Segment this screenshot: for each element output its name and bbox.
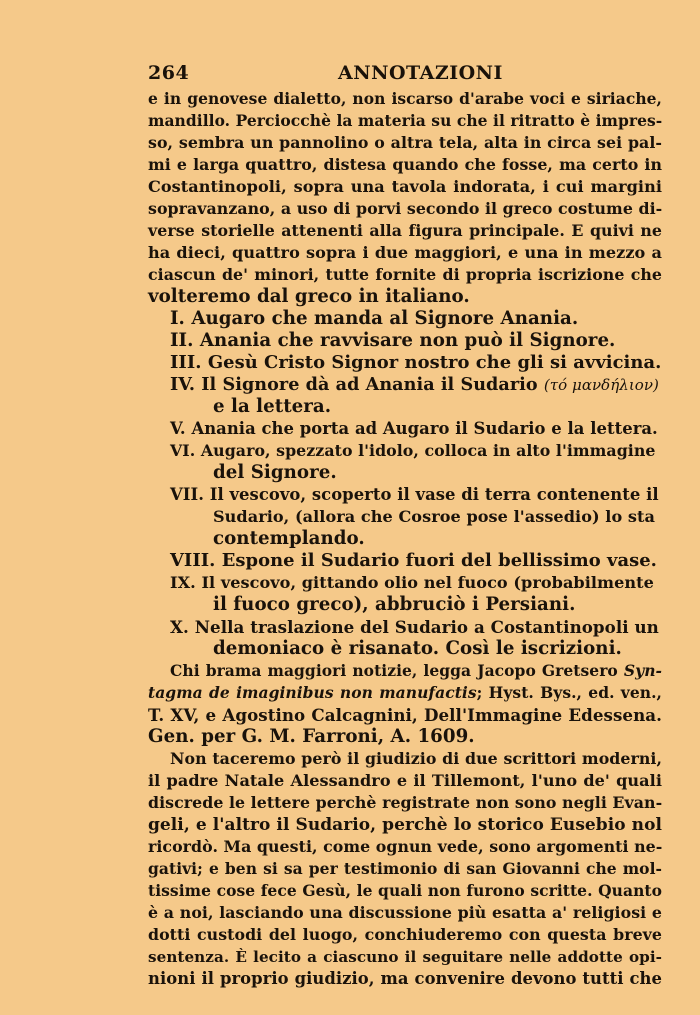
text-line: verse storielle attenenti alla figura principale. E quivi ne [148,221,662,240]
list-item [170,308,578,330]
list-numeral: VII. [170,485,204,504]
citation-text: ; Hyst. Bys., ed. ven., [476,683,662,702]
text-line: ha dieci, quattro sopra i due maggiori, e una in mezzo a [148,243,662,262]
list-text: Espone il Sudario fuori del bellissimo vase. [221,550,657,571]
list-item-continuation: demoniaco è risanato. Così le iscrizioni. [213,638,622,659]
list-item-continuation: e la lettera. [213,396,332,417]
text-line: Costantinopoli, sopra una tavola indorata, i cui margini [148,177,662,196]
text-line: sopravanzano, a uso di porvi secondo il greco costume di- [148,199,663,218]
list-item [170,616,659,638]
list-numeral: X. [170,617,189,637]
text-line: mi e larga quattro, distesa quando che fosse, ma certo in [148,155,662,174]
list-item [170,330,615,352]
text-line: Gen. per G. M. Farroni, A. 1609. [148,726,475,747]
list-item [170,418,658,440]
list-item-continuation: il fuoco greco), abbruciò i Persiani. [213,594,576,615]
list-item [170,550,657,572]
citation-italic: Syn- [623,661,662,680]
text-line: nioni il proprio giudizio, ma convenire devono tutti che [148,969,662,988]
text-line: geli, e l'altro il Sudario, perchè lo storico Eusebio nol [148,815,662,835]
text-line: sentenza. È lecito a ciascuno il seguitare nelle addotte opi- [148,948,662,966]
text-line: e in genovese dialetto, non iscarso d'arabe voci e siriache, [148,89,662,108]
text-line: volteremo dal greco in italiano. [148,286,470,307]
list-text: Il vescovo, scoperto il vase di terra contenente il [209,485,659,504]
list-text: Augaro, spezzato l'idolo, colloca in alto l'immagine [200,441,656,460]
text-line: il padre Natale Alessandro e il Tillemont, l'uno de' quali [148,771,662,790]
text-line: gativi; e ben si sa per testimonio di san Giovanni che mol- [148,859,662,878]
list-text: Nella traslazione del Sudario a Costantinopoli un [194,617,659,637]
text-line: mandillo. Perciocchè la materia su che il ritratto è impres- [148,111,663,130]
list-numeral: VI. [170,441,196,460]
list-numeral: IV. [170,374,196,395]
list-text: Il Signore dà ad Anania il Sudario [201,374,538,395]
list-text: Gesù Cristo Signor nostro che gli si avvicina. [207,352,662,373]
list-text: Anania che ravvisare non può il Signore. [199,330,616,351]
list-text: Anania che porta ad Augaro il Sudario e la lettera. [191,419,658,438]
text-line [170,660,662,682]
running-title: ANNOTAZIONI [338,62,503,84]
list-numeral: VIII. [170,550,216,571]
text-line: ricordò. Ma questi, come ognun vede, sono argomenti ne- [148,837,663,856]
list-item [170,484,659,506]
text-line: so, sembra un pannolino o altra tela, alta in circa sei pal- [148,133,662,152]
text-line: T. XV, e Agostino Calcagnini, Dell'Immagine Edessena. [148,705,662,725]
text-line: Non taceremo però il giudizio di due scrittori moderni, [170,749,662,768]
list-numeral: I. [170,308,185,329]
list-item-continuation: Sudario, (allora che Cosroe pose l'assedio) lo sta [213,507,655,526]
list-numeral: V. [170,419,186,438]
list-text: Il vescovo, gittando olio nel fuoco (probabilmente [201,573,654,592]
list-item [170,572,654,594]
citation-text: Chi brama maggiori notizie, legga Jacopo Gretsero [170,661,618,680]
greek-term: (τό μανδήλιον) [543,376,659,394]
list-text: Augaro che manda al Signore Anania. [191,308,579,329]
page-number: 264 [148,62,190,84]
list-numeral: II. [170,330,194,351]
text-line: ciascun de' minori, tutte fornite di propria iscrizione che [148,265,662,284]
citation-italic: tagma de imaginibus non manufactis [148,683,477,702]
text-line: dotti custodi del luogo, conchiuderemo con questa breve [148,925,662,944]
list-item [170,440,655,462]
list-item-continuation: del Signore. [213,462,337,483]
text-line [148,682,662,704]
list-item [170,374,659,396]
list-numeral: IX. [170,573,196,592]
list-item [170,352,661,374]
list-item-continuation: contemplando. [213,528,365,549]
text-line: discrede le lettere perchè registrate non sono negli Evan- [148,793,663,812]
list-numeral: III. [170,352,202,373]
running-header [148,62,564,88]
text-line: è a noi, lasciando una discussione più esatta a' religiosi e [148,903,662,922]
text-line: tissime cose fece Gesù, le quali non furono scritte. Quanto [148,881,662,900]
